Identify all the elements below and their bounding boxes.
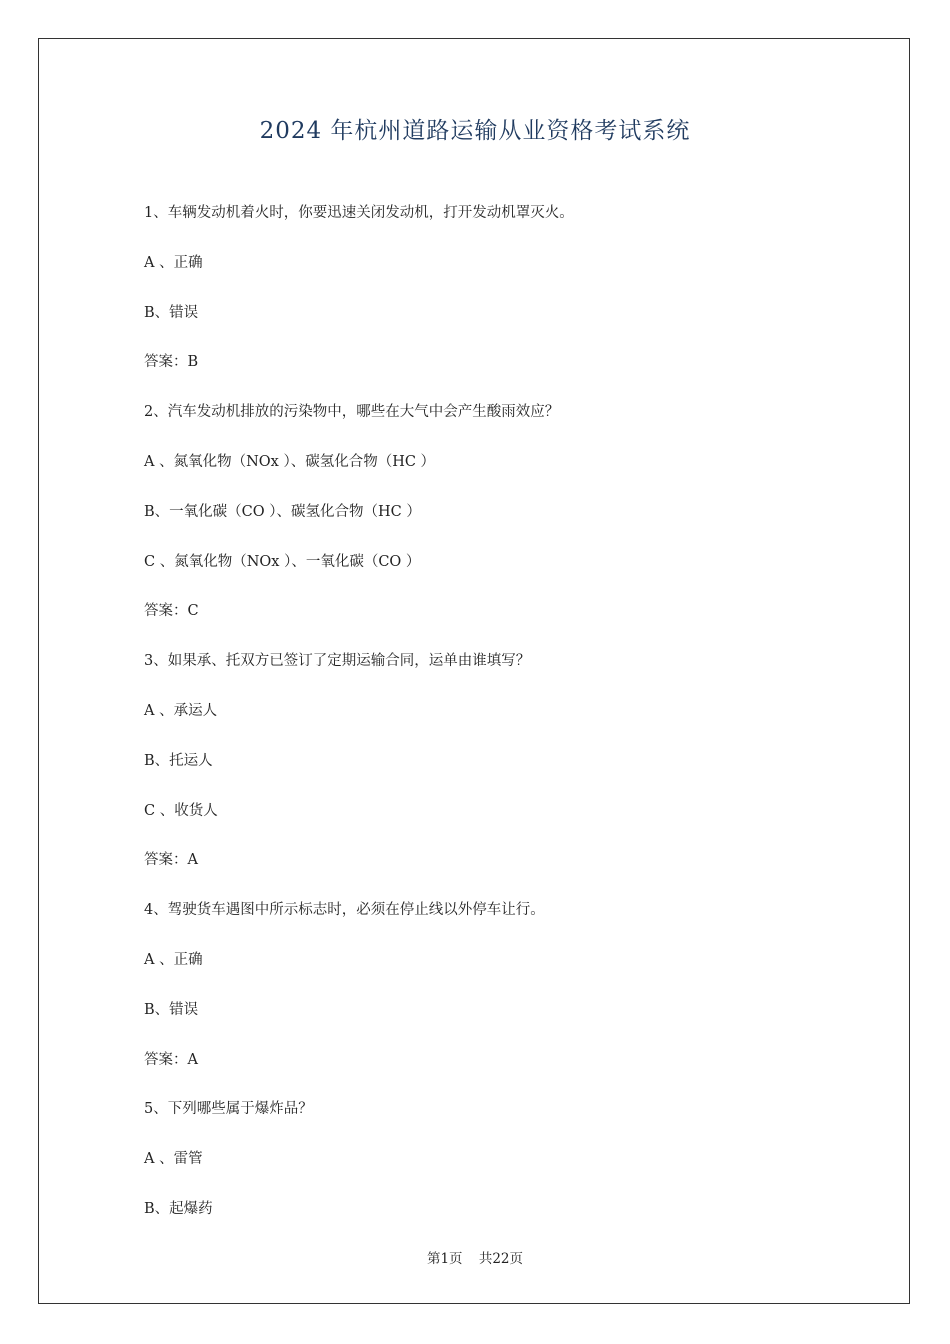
question-2-option-a: A 、氮氧化物（NOx ）、碳氢化合物（HC ） [144,453,436,470]
question-3-text: 3、如果承、托双方已签订了定期运输合同，运单由谁填写？ [144,653,531,670]
question-2-option-c: C 、氮氧化物（NOx ）、一氧化碳（CO ） [144,553,421,570]
document-title: 2024 年杭州道路运输从业资格考试系统 [259,118,691,144]
question-3-answer: 答案：A [144,852,198,869]
question-4-option-b: B、错误 [144,1001,199,1018]
question-list [144,200,864,1246]
question-1-answer: 答案：B [144,354,199,371]
question-1-text: 1、车辆发动机着火时，你要迅速关闭发动机，打开发动机罩灭火。 [144,205,574,221]
question-2-option-b: B、一氧化碳（CO ）、碳氢化合物（HC ） [144,503,421,520]
question-1-option-b: B、错误 [144,304,199,321]
question-3-option-c: C 、收货人 [144,802,218,819]
page-number-total: 共22页 [478,1251,524,1267]
question-4-option-a: A 、正确 [144,951,203,968]
question-4-answer: 答案：A [144,1051,198,1068]
question-4-text: 4、驾驶货车遇图中所示标志时，必须在停止线以外停车让行。 [144,902,545,919]
page-number-current: 第1页 [426,1251,463,1267]
question-5-option-b: B、起爆药 [144,1200,213,1217]
question-5-text: 5、下列哪些属于爆炸品？ [144,1101,313,1118]
question-2-text: 2、汽车发动机排放的污染物中，哪些在大气中会产生酸雨效应？ [144,404,560,421]
question-3-option-b: B、托运人 [144,752,213,769]
question-5-option-a: A 、雷管 [144,1151,203,1168]
question-3-option-a: A 、承运人 [144,702,218,719]
question-1-option-a: A 、正确 [144,254,203,271]
question-2-answer: 答案：C [144,603,199,620]
page-footer [0,1247,950,1267]
